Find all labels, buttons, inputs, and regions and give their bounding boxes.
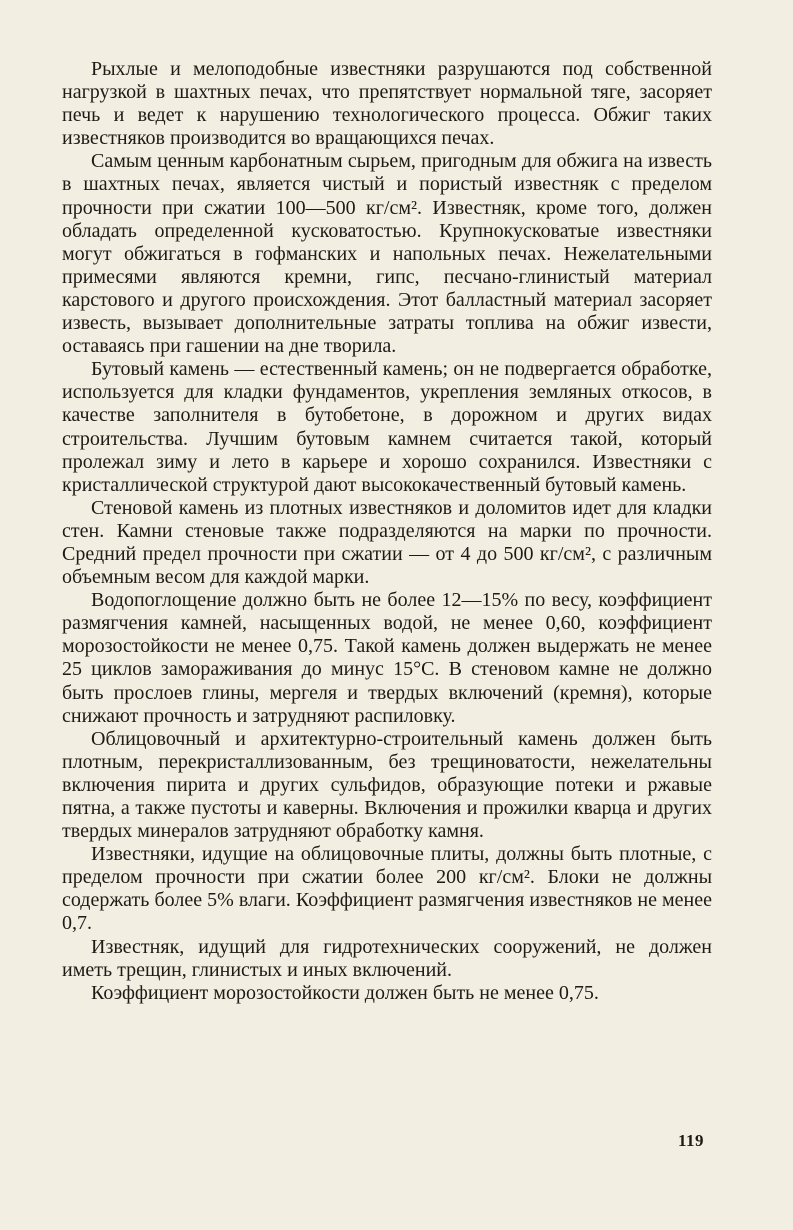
paragraph-8: Известняк, идущий для гидротехнических сооружений, не должен иметь трещин, глинистых и иных включений. — [62, 935, 712, 981]
paragraph-2: Самым ценным карбонатным сырьем, пригодным для обжига на известь в шахтных печах, является чистый и пористый известняк с пределом прочности при сжатии 100—500 кг/см². Известняк, кроме того, должен обладать определенной кусковатостью. Крупнокусковатые известняки могут обжигаться в гофманских и напольных печах. Нежелательными примесями являются кремни, гипс, песчано-глинистый материал карстового и другого происхождения. Этот балластный материал засоряет известь, вызывает дополнительные затраты топлива на обжиг извести, оставаясь при гашении на дне творила. — [62, 150, 712, 358]
paragraph-3: Бутовый камень — естественный камень; он не подвергается обработке, используется для кладки фундаментов, укрепления земляных откосов, в качестве заполнителя в бутобетоне, в дорожном и других видах строительства. Лучшим бутовым камнем считается такой, который пролежал зиму и лето в карьере и хорошо сохранился. Известняки с кристаллической структурой дают высококачественный бутовый камень. — [62, 358, 712, 496]
paragraph-4: Стеновой камень из плотных известняков и доломитов идет для кладки стен. Камни стеновые также подразделяются на марки по прочности. Средний предел прочности при сжатии — от 4 до 500 кг/см², с различным объемным весом для каждой марки. — [62, 496, 712, 589]
paragraph-7: Известняки, идущие на облицовочные плиты, должны быть плотные, с пределом прочности при сжатии более 200 кг/см². Блоки не должны содержать более 5% влаги. Коэффициент размягчения известняков не менее 0,7. — [62, 843, 712, 935]
page-body — [62, 58, 712, 1218]
paragraph-6: Облицовочный и архитектурно-строительный камень должен быть плотным, перекристаллизованным, без трещиноватости, нежелательны включения пирита и других сульфидов, образующие потеки и ржавые пятна, а также пустоты и каверны. Включения и прожилки кварца и других твердых минералов затрудняют обработку камня. — [62, 727, 712, 843]
paragraph-9: Коэффициент морозостойкости должен быть не менее 0,75. — [91, 981, 599, 1004]
paragraph-1: Рыхлые и мелоподобные известняки разрушаются под собственной нагрузкой в шахтных печах, что препятствует нормальной тяге, засоряет печь и ведет к нарушению технологического процесса. Обжиг таких известняков производится во вращающихся печах. — [62, 58, 712, 150]
page-number: 119 — [677, 1131, 704, 1150]
paragraph-5: Водопоглощение должно быть не более 12—15% по весу, коэффициент размягчения камней, насыщенных водой, не менее 0,60, коэффициент морозостойкости не менее 0,75. Такой камень должен выдержать не менее 25 циклов замораживания до минус 15°С. В стеновом камне не должно быть прослоев глины, мергеля и твердых включений (кремня), которые снижают прочность и затрудняют распиловку. — [62, 589, 712, 727]
